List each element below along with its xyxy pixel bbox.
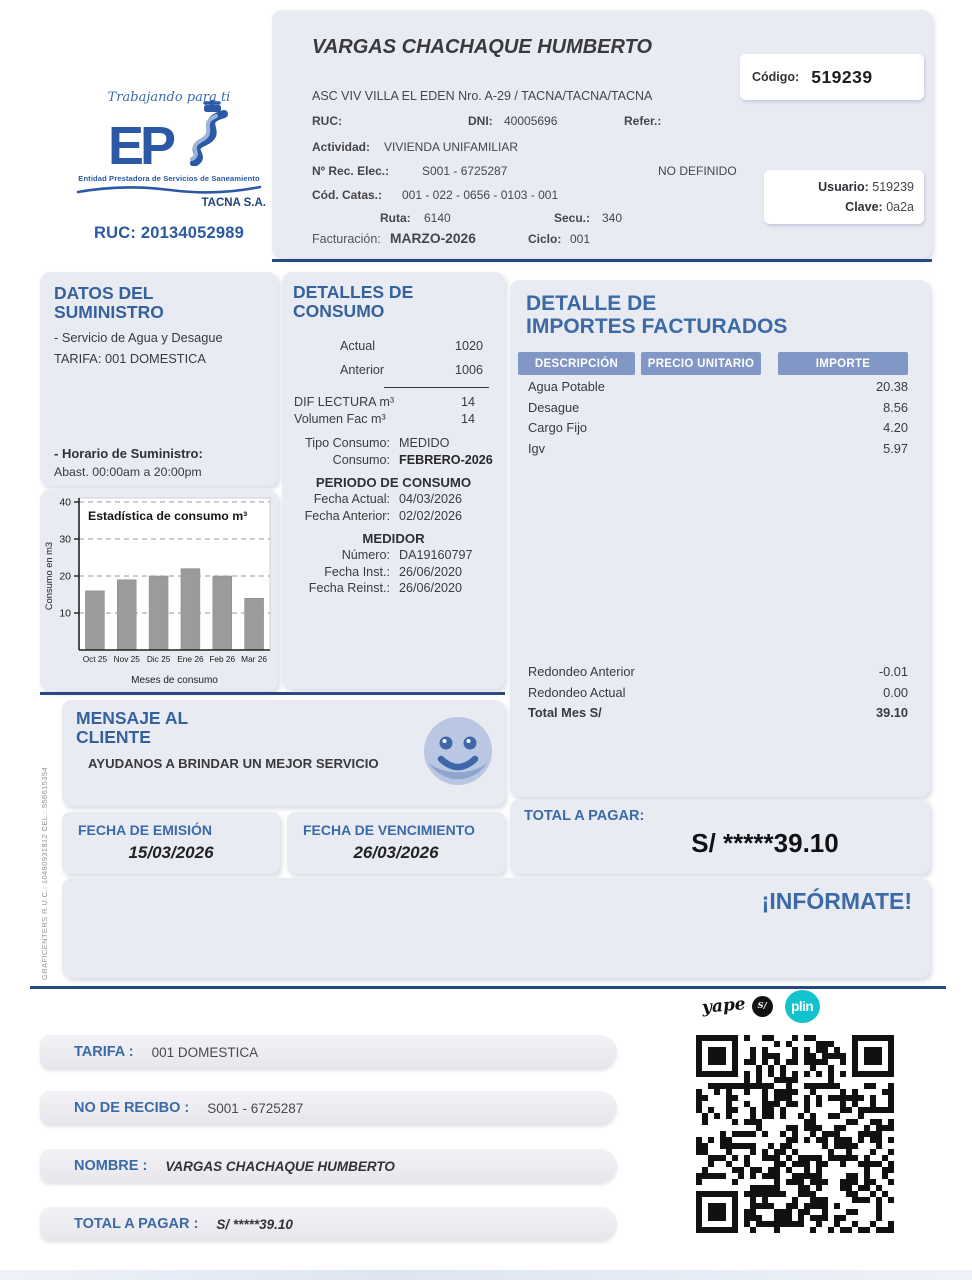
- supply-service-line: - Servicio de Agua y Desague: [54, 330, 223, 345]
- subtraction-line: [384, 387, 489, 388]
- column-header-precio-unitario: PRECIO UNITARIO: [641, 352, 761, 375]
- codigo-value: 519239: [811, 66, 873, 87]
- table-row: Cargo Fijo 4.20: [528, 420, 908, 435]
- medidor-numero-row: Número: DA19160797: [341, 548, 473, 562]
- payment-logos: [702, 990, 820, 1022]
- refer-label: Refer.:: [624, 114, 662, 128]
- consumption-chart-panel: [40, 490, 278, 691]
- logo-company: TACNA S.A.: [201, 197, 266, 209]
- stub-nombre-row: NOMBRE : VARGAS CHACHAQUE HUMBERTO: [40, 1149, 617, 1183]
- informate-panel: [62, 878, 930, 978]
- consumption-bar-chart: [40, 490, 278, 691]
- fecha-anterior-row: Fecha Anterior: 02/02/2026: [304, 508, 463, 523]
- svg-text:Nov 25: Nov 25: [113, 654, 140, 664]
- account-header-panel: [272, 10, 932, 258]
- table-row: Agua Potable 20.38: [528, 379, 908, 394]
- due-date-label: FECHA DE VENCIMIENTO: [303, 822, 475, 838]
- smiley-face-icon: [421, 715, 495, 794]
- medidor-title: MEDIDOR: [362, 531, 425, 546]
- customer-message-text: AYUDANOS A BRINDAR UN MEJOR SERVICIO: [88, 756, 379, 771]
- ciclo-value: 001: [570, 232, 591, 246]
- svg-text:Oct 25: Oct 25: [82, 654, 108, 664]
- totals-rows: [510, 662, 930, 724]
- stub-total-row: TOTAL A PAGAR : S/ *****39.10: [40, 1207, 617, 1241]
- supply-schedule-value: Abast. 00:00am a 20:00pm: [54, 465, 202, 479]
- left-columns-divider: [40, 692, 505, 695]
- customer-name: VARGAS CHACHAQUE HUMBERTO: [312, 36, 653, 58]
- ciclo-label: Ciclo:: [528, 232, 562, 246]
- table-header-row: [518, 352, 908, 375]
- table-row: Desague 8.56: [528, 399, 908, 415]
- consumption-details-panel: [282, 272, 505, 689]
- svg-text:10: 10: [59, 607, 71, 620]
- informate-text: ¡INFÓRMATE!: [761, 888, 912, 914]
- consumo-mes-row: Consumo: FEBRERO-2026: [332, 452, 493, 467]
- redondeo-actual-row: Redondeo Actual 0.00: [528, 684, 908, 700]
- column-header-importe: IMPORTE: [778, 352, 908, 375]
- reading-actual: 1020: [454, 339, 483, 353]
- usuario-label: Usuario:: [818, 180, 869, 194]
- svg-text:Consumo en m3: Consumo en m3: [44, 541, 54, 611]
- payment-qr-code: [693, 1032, 897, 1236]
- yape-badge-icon: S/: [752, 996, 773, 1017]
- svg-text:30: 30: [59, 533, 71, 546]
- secu-value: 340: [602, 211, 623, 225]
- customer-message-title: MENSAJE AL CLIENTE: [76, 708, 189, 747]
- dif-lectura-row: DIF LECTURA m³ 14: [294, 395, 475, 409]
- catastro-label: Cód. Catas.:: [312, 188, 383, 202]
- svg-text:Feb 26: Feb 26: [209, 654, 236, 664]
- redondeo-anterior-row: Redondeo Anterior -0.01: [528, 664, 908, 679]
- facturacion-label: Facturación:: [312, 232, 381, 246]
- ruta-label: Ruta:: [380, 211, 411, 225]
- reading-row: Actual 1020: [282, 334, 505, 358]
- total-to-pay-box: [510, 800, 930, 874]
- codigo-box: [740, 54, 924, 100]
- rec-elec-value: S001 - 6725287: [422, 164, 508, 178]
- river-s-faucet-icon: [172, 100, 230, 171]
- footer-divider: [30, 986, 946, 989]
- total-to-pay-value: S/ *****39.10: [691, 828, 839, 858]
- no-definido-text: NO DEFINIDO: [658, 164, 737, 178]
- reading-anterior: 1006: [454, 363, 483, 377]
- yape-logo: yape: [701, 994, 747, 1018]
- logo-subtitle: Entidad Prestadora de Servicios de Saneamiento: [78, 174, 260, 183]
- plin-logo: plin: [785, 990, 820, 1023]
- supply-schedule-label: - Horario de Suministro:: [54, 446, 203, 461]
- volumen-fac-row: Volumen Fac m³ 14: [294, 412, 475, 426]
- stub-recibo-row: NO DE RECIBO : S001 - 6725287: [40, 1091, 617, 1125]
- usuario-clave-box: [764, 170, 924, 224]
- column-header-descripcion: DESCRIPCIÓN: [518, 352, 635, 375]
- consumption-body: [282, 334, 505, 597]
- facturacion-value: MARZO-2026: [390, 231, 476, 246]
- ruc-label: RUC:: [312, 114, 342, 128]
- customer-address: ASC VIV VILLA EL EDEN Nro. A-29 / TACNA/TACNA/TACNA: [312, 89, 653, 103]
- svg-text:20: 20: [59, 570, 71, 583]
- stub-tarifa-row: TARIFA : 001 DOMESTICA: [40, 1035, 617, 1069]
- supply-data-panel: [40, 272, 278, 486]
- supply-title: DATOS DEL SUMINISTRO: [54, 283, 164, 322]
- due-date-box: [287, 812, 505, 874]
- svg-text:Estadística de consumo m³: Estadística de consumo m³: [88, 509, 248, 523]
- billed-amounts-panel: [510, 280, 930, 797]
- fecha-inst-row: Fecha Inst.: 26/06/2020: [324, 564, 463, 579]
- svg-text:Mar 26: Mar 26: [241, 654, 267, 664]
- header-divider: [272, 259, 932, 262]
- svg-text:Meses de consumo: Meses de consumo: [131, 675, 218, 686]
- actividad-label: Actividad:: [312, 140, 371, 154]
- svg-text:40: 40: [59, 496, 71, 509]
- billed-amounts-title: DETALLE DE IMPORTES FACTURADOS: [526, 292, 788, 338]
- fecha-actual-row: Fecha Actual: 04/03/2026: [313, 492, 463, 506]
- catastro-value: 001 - 022 - 0656 - 0103 - 001: [402, 188, 559, 202]
- emission-date-label: FECHA DE EMISIÓN: [78, 822, 213, 838]
- emission-date-box: [62, 812, 280, 874]
- customer-message-panel: [62, 700, 505, 806]
- consumption-title: DETALLES DE CONSUMO: [293, 282, 414, 321]
- emission-date-value: 15/03/2026: [128, 843, 214, 862]
- bottom-band: [0, 1270, 972, 1280]
- logo-ruc: RUC: 20134052989: [94, 224, 244, 242]
- svg-text:Dic 25: Dic 25: [146, 654, 171, 664]
- secu-label: Secu.:: [554, 211, 591, 225]
- eps-logo: [68, 90, 270, 243]
- logo-tagline: Trabajando para ti: [107, 90, 231, 105]
- reading-row: Anterior 1006: [282, 358, 505, 382]
- codigo-label: Código:: [752, 70, 800, 84]
- ruta-value: 6140: [424, 211, 451, 225]
- fecha-reinst-row: Fecha Reinst.: 26/06/2020: [308, 581, 463, 595]
- logo-brand-text: EP: [107, 116, 173, 177]
- due-date-value: 26/03/2026: [353, 843, 439, 862]
- total-to-pay-label: TOTAL A PAGAR:: [524, 808, 645, 824]
- tipo-consumo-row: Tipo Consumo: MEDIDO: [305, 436, 450, 450]
- clave-value: 0a2a: [886, 200, 914, 214]
- rec-elec-label: Nº Rec. Elec.:: [312, 164, 390, 178]
- print-shop-side-text: GRAFICENTERS R.U.C.: 10480931812 CEL.: 956615354: [40, 766, 49, 980]
- actividad-value: VIVIENDA UNIFAMILIAR: [384, 140, 519, 154]
- clave-label: Clave:: [845, 200, 883, 214]
- periodo-title: PERIODO DE CONSUMO: [315, 475, 472, 490]
- usuario-value: 519239: [872, 180, 914, 194]
- charges-table: [510, 377, 930, 459]
- svg-text:Ene 26: Ene 26: [177, 654, 204, 664]
- logo-brand-row: [68, 107, 270, 177]
- dni-value: 40005696: [504, 114, 558, 128]
- table-row: Igv 5.97: [528, 440, 908, 456]
- supply-tarifa-line: TARIFA: 001 DOMESTICA: [54, 351, 206, 366]
- total-mes-row: Total Mes S/ 39.10: [528, 705, 908, 720]
- qr-code-image: [693, 1032, 897, 1236]
- dni-label: DNI:: [468, 114, 493, 128]
